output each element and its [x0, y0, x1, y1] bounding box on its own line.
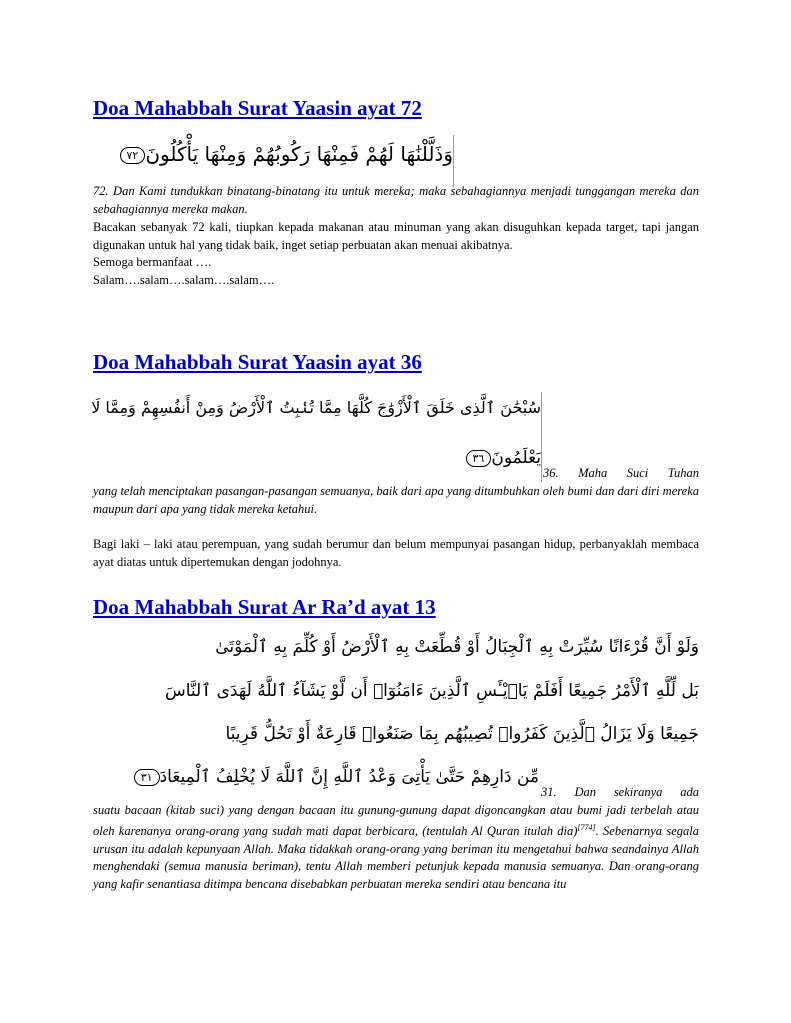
arabic-verse-rad-line1: وَلَوْ أَنَّ قُرْءَانًا سُيِّرَتْ بِهِ ٱلْجِبَالُ أَوْ قُطِّعَتْ بِهِ ٱلْأَرْضُ أَوْ كُلِّمَ بِهِ ٱلْمَوْتَىٰ [215, 637, 699, 657]
ayah-number-mark: ٧٢ [120, 147, 146, 164]
arabic-verse-36-line2: يَعْلَمُونَ٣٦ [460, 448, 541, 468]
ayah-number-mark: ٣١ [134, 769, 160, 786]
body-paragraph: Salam….salam….salam….salam…. [93, 273, 275, 288]
arabic-verse-image-rad [93, 628, 699, 793]
section-title-yaasin-36: Doa Mahabbah Surat Yaasin ayat 36 [93, 350, 422, 374]
image-border-line [453, 135, 454, 187]
translation-rad: suatu bacaan (kitab suci) yang dengan bacaan itu gunung-gunung dapat digoncangkan atau bumi jadi terbelah atau oleh karenanya orang-orang yang sudah mati dapat berbicara, (tentulah Al Quran itulah dia)[774]. Sebenarnya segala urusan itu adalah kepunyaan Allah. Maka tidakkah orang-orang yang beriman itu mengetahui bahwa seandainya Allah menghendaki (semua manusia beriman), tentu Allah memberi petunjuk kepada manusia semuanya. Dan orang-orang yang kafir senantiasa ditimpa bencana disebabkan perbuatan mereka sendiri atau bencana itu [93, 803, 699, 891]
translation-36-lead: 36. Maha Suci Tuhan [543, 466, 699, 480]
footnote-ref[interactable]: [774] [577, 823, 596, 833]
translation-36: yang telah menciptakan pasangan-pasangan semuanya, baik dari apa yang ditumbuhkan oleh bumi dan dari diri mereka maupun dari apa yang tidak mereka ketahui. [93, 484, 699, 516]
arabic-verse-rad-line2: بَل لِّلَّهِ ٱلْأَمْرُ جَمِيعًا أَفَلَمْ يَا۟يْـَٔسِ ٱلَّذِينَ ءَامَنُوٓا۟ أَن لَّوْ يَشَآءُ ٱللَّهُ لَهَدَى ٱلنَّاسَ [164, 681, 699, 701]
arabic-verse-rad-line4: مِّن دَارِهِمْ حَتَّىٰ يَأْتِىَ وَعْدُ ٱللَّهِ إِنَّ ٱللَّهَ لَا يُخْلِفُ ٱلْمِيعَادَ٣١ [128, 766, 539, 787]
image-border-line [541, 392, 542, 482]
section-title-ar-rad-13: Doa Mahabbah Surat Ar Ra’d ayat 13 [93, 595, 436, 619]
ayah-number-mark: ٣٦ [466, 450, 492, 467]
arabic-verse-36-line1: سُبْحَٰنَ ٱلَّذِى خَلَقَ ٱلْأَزْوَٰجَ كُلَّهَا مِمَّا تُنۢبِتُ ٱلْأَرْضُ وَمِنْ أَنفُسِهِمْ وَمِمَّا لَا [91, 398, 541, 417]
body-36: Bagi laki – laki atau perempuan, yang sudah berumur dan belum mempunyai pasangan hidup, perbanyaklah membaca ayat diatas untuk dipertemukan dengan jodohnya. [93, 537, 699, 569]
arabic-verse-rad-line3: جَمِيعًا وَلَا يَزَالُ ٱلَّذِينَ كَفَرُوا۟ تُصِيبُهُم بِمَا صَنَعُوا۟ قَارِعَةٌ أَوْ تَحُلُّ قَرِيبًا [225, 724, 699, 744]
arabic-verse-image-36 [93, 390, 541, 480]
body-paragraph: Bacakan sebanyak 72 kali, tiupkan kepada makanan atau minuman yang akan disuguhkan kepada target, tapi jangan digunakan untuk hal yang tidak baik, inget setiap perbuatan akan menuai akibatnya. [93, 220, 699, 252]
translation-72: 72. Dan Kami tundukkan binatang-binatang itu untuk mereka; maka sebahagiannya menjadi tunggangan mereka dan sebahagiannya mereka makan. [93, 184, 699, 216]
arabic-verse-72: وَذَلَّلْنَٰهَا لَهُمْ فَمِنْهَا رَكُوبُهُمْ وَمِنْهَا يَأْكُلُونَ٧٢ [114, 142, 453, 166]
translation-rad-lead: 31. Dan sekiranya ada [541, 785, 699, 799]
arabic-verse-image-72 [93, 130, 453, 180]
body-paragraph: Semoga bermanfaat …. [93, 255, 212, 270]
body-72 [93, 219, 699, 290]
section-title-yaasin-72: Doa Mahabbah Surat Yaasin ayat 72 [93, 96, 422, 120]
